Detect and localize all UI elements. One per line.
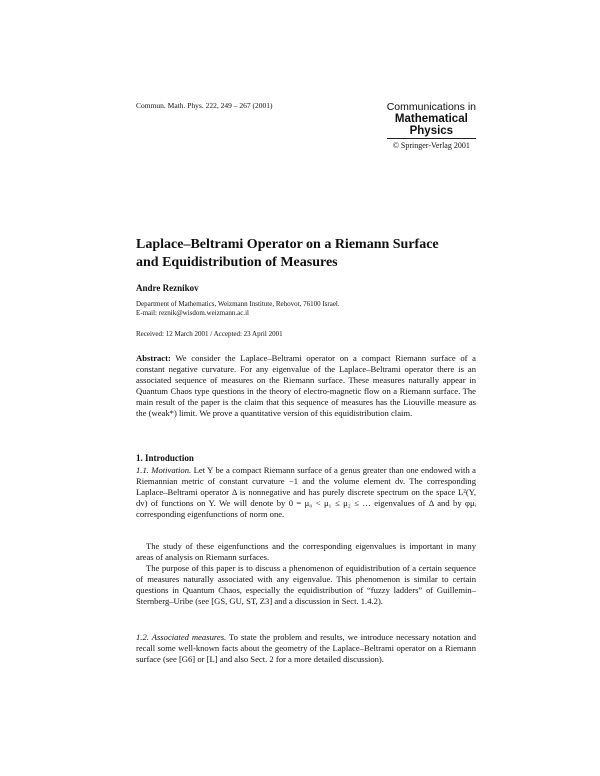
paragraph-motivation — [136, 465, 476, 520]
abstract — [136, 353, 476, 419]
subsection-label-motivation: 1.1. Motivation. — [136, 465, 192, 475]
abstract-text: We consider the Laplace–Beltrami operator on a compact Riemann surface of a constant negative curvature. For any eigenvalue of the Laplace–Beltrami operator there is an associated sequence of measures on the Riemann surface. These measures naturally appear in Quantum Chaos type questions in the theory of electro-magnetic flow on a Riemann surface. The main result of the paper is the claim that this sequence of measures has the Liouville measure as the (weak*) limit. We prove a quantitative version of this equidistribution claim. — [136, 353, 476, 418]
journal-masthead — [387, 101, 476, 151]
journal-name-line2: Mathematical — [394, 113, 468, 125]
affiliation-text: Department of Mathematics, Weizmann Institute, Rehovot, 76100 Israel. — [136, 300, 340, 308]
paragraph-study: The study of these eigenfunctions and the corresponding eigenvalues is important in many areas of analysis on Riemann surfaces. — [136, 541, 476, 562]
author-name: Andre Reznikov — [136, 283, 199, 293]
title-line-2: and Equidistribution of Measures — [136, 255, 338, 270]
paper-title — [136, 236, 476, 272]
received-dates: Received: 12 March 2001 / Accepted: 23 April 2001 — [136, 330, 283, 338]
paragraph-associated-measures — [136, 632, 476, 665]
masthead-divider — [387, 138, 476, 139]
paragraph-purpose: The purpose of this paper is to discuss a phenomenon of equidistribution of a certain sequence of measures naturally associated with any eigenvalue. This phenomenon is similar to certain questions in Quantum Chaos, especially the equidistribution of “fuzzy ladders” of Guillemin–Sternberg–Uribe (see [GS, GU, ST, Z3] and a discussion in Sect. 1.4.2). — [136, 563, 476, 606]
journal-citation: Commun. Math. Phys. 222, 249 – 267 (2001) — [136, 101, 273, 110]
title-line-1: Laplace–Beltrami Operator on a Riemann Surface — [136, 237, 439, 252]
author-affiliation — [136, 300, 340, 318]
subsection-label-associated-measures: 1.2. Associated measures. — [136, 632, 227, 642]
copyright-notice: © Springer-Verlag 2001 — [392, 141, 470, 150]
journal-name-line3: Physics — [409, 125, 454, 137]
motivation-text: Let Y be a compact Riemann surface of a genus greater than one endowed with a Riemannian metric of constant curvature −1 and the volume element dv. The corresponding Laplace–Beltrami operator Δ is nonnegative and has purely discrete spectrum on the space L²(Y, dv) of functions on Y. We will denote by 0 = μ₀ < μ₁ ≤ μ₂ ≤ … eigenvalues of Δ and by φμᵢ corresponding eigenfunctions of norm one. — [136, 465, 476, 519]
section-heading: 1. Introduction — [136, 453, 194, 463]
author-email: E-mail: reznik@wisdom.weizmann.ac.il — [136, 309, 249, 317]
associated-measures-text: To state the problem and results, we introduce necessary notation and recall some well-known facts about the geometry of the Laplace–Beltrami operator on a Riemann surface (see [G6] or [L] and also Sect. 2 for a more detailed discussion). — [136, 632, 476, 664]
abstract-label: Abstract: — [136, 353, 171, 363]
journal-name-line1: Communications in — [386, 101, 476, 113]
